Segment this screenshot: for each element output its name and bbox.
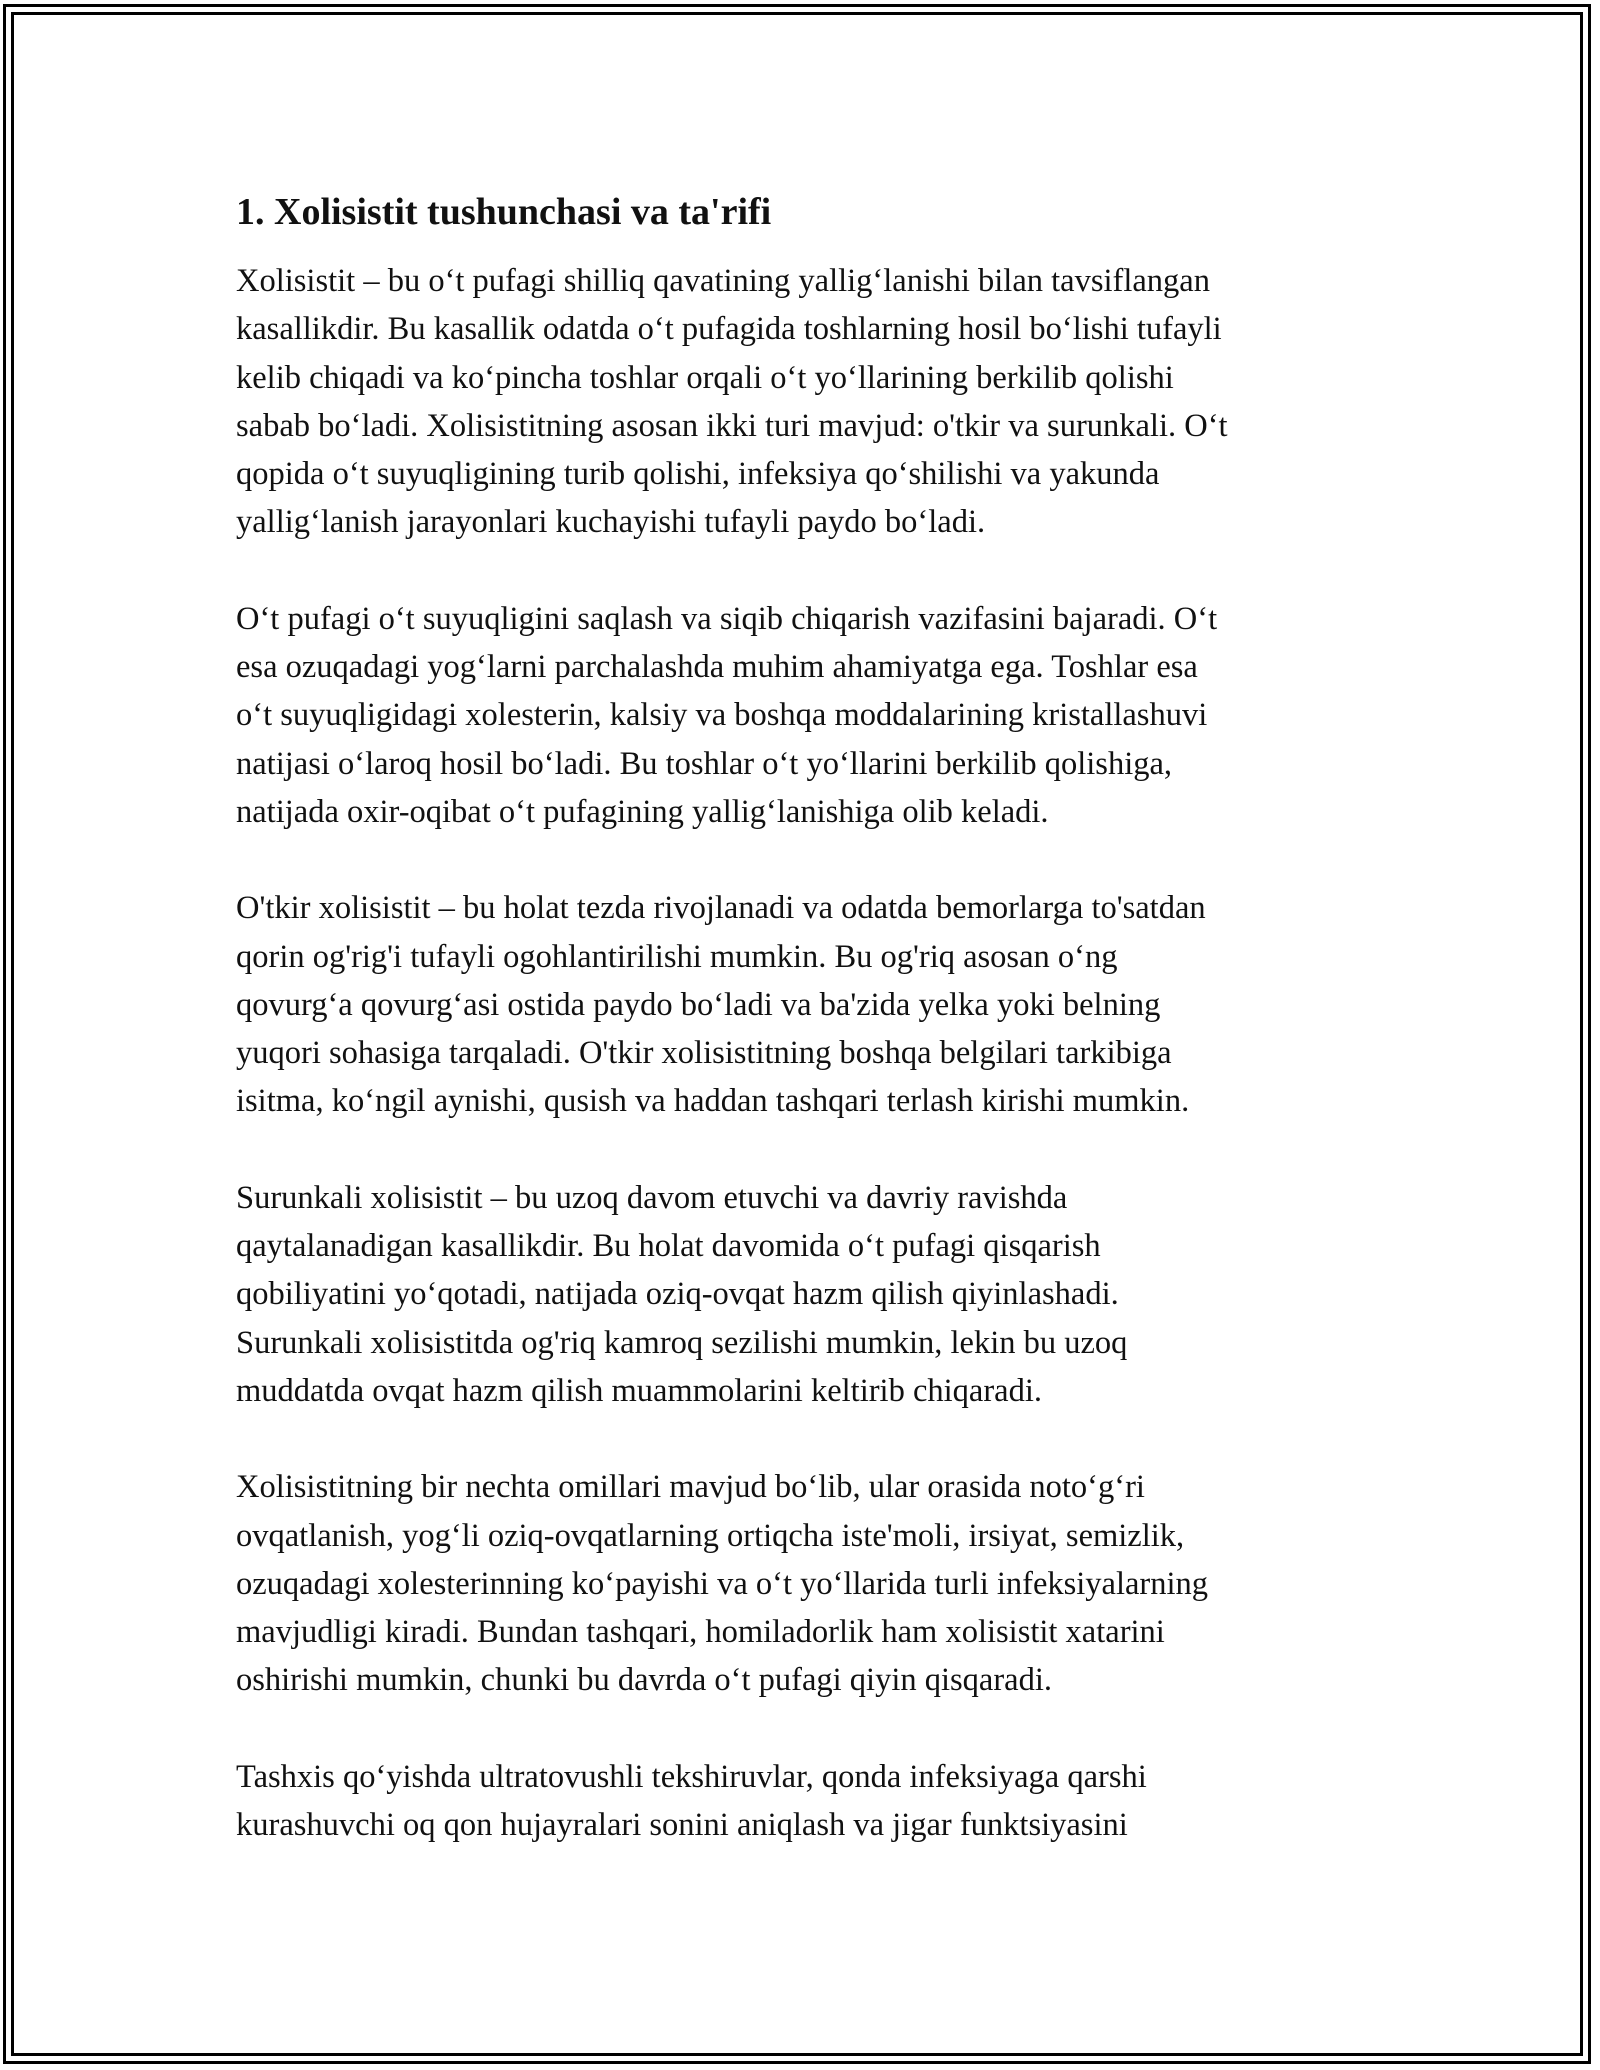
paragraph bbox=[236, 1753, 1376, 1850]
paragraph-line: oshirishi mumkin, chunki bu davrda oʻt pufagi qiyin qisqaradi. bbox=[236, 1662, 1052, 1699]
paragraph-line: ovqatlanish, yogʻli oziq-ovqatlarning ortiqcha iste'moli, irsiyat, semizlik, bbox=[236, 1517, 1185, 1554]
paragraph-line: sabab boʻladi. Xolisistitning asosan ikki turi mavjud: o'tkir va surunkali. Oʻt bbox=[236, 407, 1228, 444]
paragraph-line: qovurgʻa qovurgʻasi ostida paydo boʻladi va ba'zida yelka yoki belning bbox=[236, 986, 1161, 1023]
section-title: 1. Xolisistit tushunchasi va ta'rifi bbox=[236, 191, 772, 233]
paragraph-line: Xolisistitning bir nechta omillari mavjud boʻlib, ular orasida notoʻgʻri bbox=[236, 1469, 1145, 1506]
paragraph-line: Surunkali xolisistit – bu uzoq davom etuvchi va davriy ravishda bbox=[236, 1179, 1068, 1216]
paragraph-line: qopida oʻt suyuqligining turib qolishi, infeksiya qoʻshilishi va yakunda bbox=[236, 456, 1160, 493]
paragraph bbox=[236, 1463, 1376, 1704]
paragraph bbox=[236, 257, 1376, 547]
paragraph-line: qobiliyatini yoʻqotadi, natijada oziq-ovqat hazm qilish qiyinlashadi. bbox=[236, 1276, 1119, 1313]
paragraph-line: qorin og'rig'i tufayli ogohlantirilishi mumkin. Bu og'riq asosan oʻng bbox=[236, 938, 1118, 975]
paragraph-line: yalligʻlanish jarayonlari kuchayishi tufayli paydo boʻladi. bbox=[236, 504, 986, 541]
paragraph-line: natijasi oʻlaroq hosil boʻladi. Bu toshlar oʻt yoʻllarini berkilib qolishiga, bbox=[236, 745, 1173, 782]
document-body bbox=[236, 186, 1376, 1897]
paragraph-line: mavjudligi kiradi. Bundan tashqari, homiladorlik ham xolisistit xatarini bbox=[236, 1614, 1165, 1651]
paragraph-line: Xolisistit – bu oʻt pufagi shilliq qavatining yalligʻlanishi bilan tavsiflangan bbox=[236, 263, 1210, 299]
paragraph bbox=[236, 595, 1376, 836]
paragraph-line: muddatda ovqat hazm qilish muammolarini keltirib chiqaradi. bbox=[236, 1372, 1042, 1409]
paragraph bbox=[236, 884, 1376, 1125]
paragraph-line: ozuqadagi xolesterinning koʻpayishi va oʻt yoʻllarida turli infeksiyalarning bbox=[236, 1565, 1209, 1602]
paragraph-line: qaytalanadigan kasallikdir. Bu holat davomida oʻt pufagi qisqarish bbox=[236, 1228, 1101, 1265]
paragraph-line: kasallikdir. Bu kasallik odatda oʻt pufagida toshlarning hosil boʻlishi tufayli bbox=[236, 311, 1222, 348]
paragraph-line: Oʻt pufagi oʻt suyuqligini saqlash va siqib chiqarish vazifasini bajaradi. Oʻt bbox=[236, 600, 1218, 637]
paragraph-list bbox=[236, 257, 1376, 1849]
paragraph-line: natijada oxir-oqibat oʻt pufagining yalligʻlanishiga olib keladi. bbox=[236, 793, 1049, 830]
paragraph-line: O'tkir xolisistit – bu holat tezda rivojlanadi va odatda bemorlarga to'satdan bbox=[236, 890, 1206, 927]
paragraph-line: kelib chiqadi va koʻpincha toshlar orqali oʻt yoʻllarining berkilib qolishi bbox=[236, 359, 1174, 396]
paragraph-line: yuqori sohasiga tarqaladi. O'tkir xolisistitning boshqa belgilari tarkibiga bbox=[236, 1035, 1172, 1072]
paragraph-line: Surunkali xolisistitda og'riq kamroq sezilishi mumkin, lekin bu uzoq bbox=[236, 1324, 1128, 1361]
paragraph-line: esa ozuqadagi yogʻlarni parchalashda muhim ahamiyatga ega. Toshlar esa bbox=[236, 649, 1198, 686]
paragraph-line: Tashxis qoʻyishda ultratovushli tekshiruvlar, qonda infeksiyaga qarshi bbox=[236, 1758, 1147, 1795]
paragraph bbox=[236, 1174, 1376, 1415]
paragraph-line: isitma, koʻngil aynishi, qusish va haddan tashqari terlash kirishi mumkin. bbox=[236, 1083, 1190, 1120]
paragraph-line: kurashuvchi oq qon hujayralari sonini aniqlash va jigar funktsiyasini bbox=[236, 1807, 1128, 1844]
paragraph-line: oʻt suyuqligidagi xolesterin, kalsiy va boshqa moddalarining kristallashuvi bbox=[236, 697, 1208, 734]
